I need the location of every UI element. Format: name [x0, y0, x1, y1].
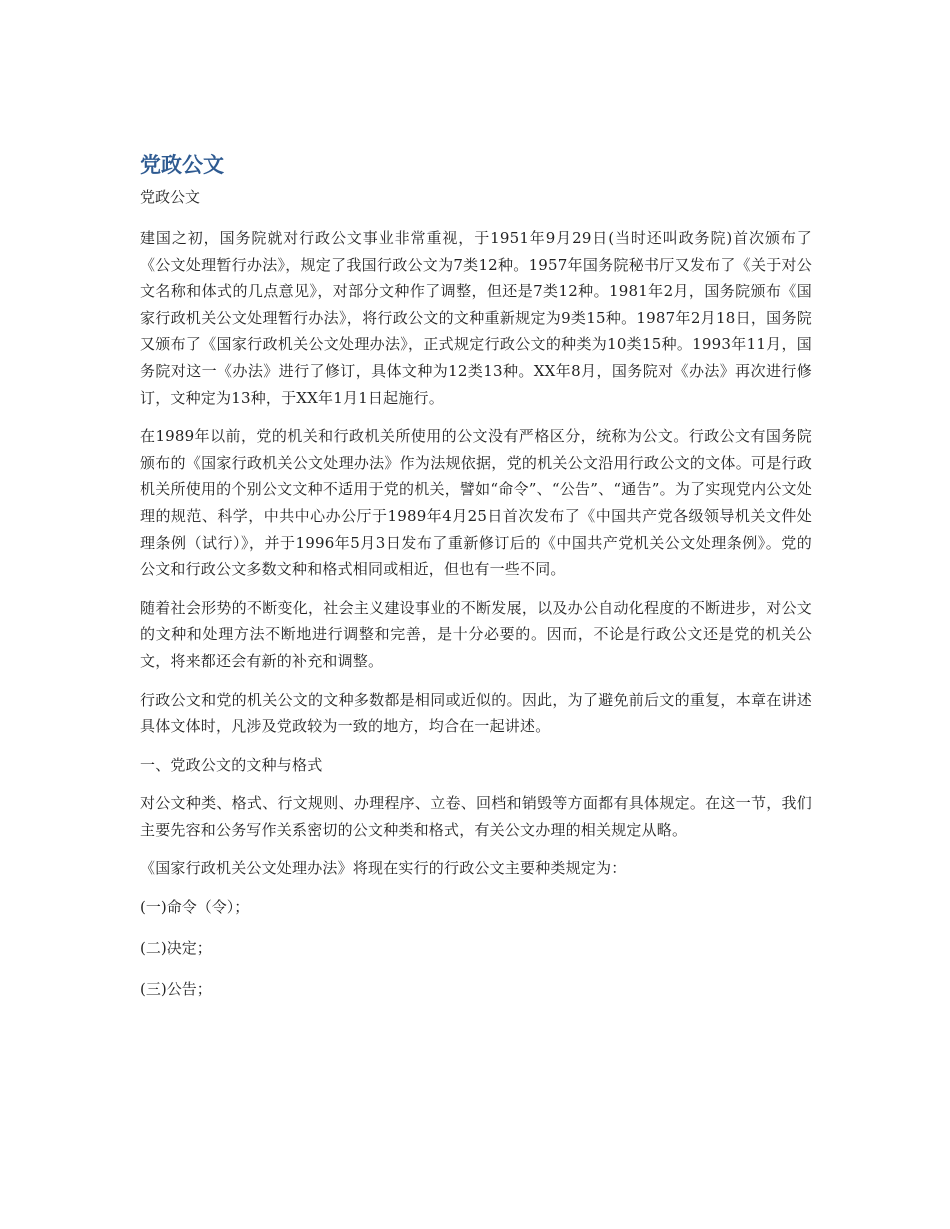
document-page: [140, 150, 812, 1017]
paragraph-similarity: 行政公文和党的机关公文的文种多数都是相同或近似的。因此，为了避免前后文的重复，本章在讲述具体文体时，凡涉及党政较为一致的地方，均合在一起讲述。: [140, 690, 812, 736]
paragraph-regulations: 对公文种类、格式、行文规则、办理程序、立卷、回档和销毁等方面都有具体规定。在这一节，我们主要先容和公务写作关系密切的公文种类和格式，有关公文办理的相关规定从略。: [140, 794, 812, 839]
document-subtitle: 党政公文: [140, 188, 201, 206]
list-item: (二)决定；: [140, 939, 212, 958]
list-item: (一)命令（令）；: [140, 898, 250, 917]
paragraph-types-intro: 《国家行政机关公文处理办法》将现在实行的行政公文主要种类规定为：: [140, 859, 627, 878]
paragraph-party-documents: 在1989年以前，党的机关和行政机关所使用的公文没有严格区分，统称为公文。行政公文有国务院颁布的《国家行政机关公文处理办法》作为法规依据，党的机关公文沿用行政公文的文体。可是行政机关所使用的个别公文文种不适用于党的机关，譬如“命令”、“公告”、“通告”。为了实现党内公文处理的规范、科学，中共中心办公厅于1989年4月25日首次发布了《中国共产党各级领导机关文件处理条例（试行）》，并于1996年5月3日发布了重新修订后的《中国共产党机关公文处理条例》。党的公文和行政公文多数文种和格式相同或相近，但也有一些不同。: [140, 427, 812, 579]
list-item: (三)公告；: [140, 980, 212, 999]
section-heading: 一、党政公文的文种与格式: [140, 755, 323, 774]
paragraph-history: 建国之初，国务院就对行政公文事业非常重视，于1951年9月29日(当时还叫政务院)首次颁布了《公文处理暂行办法》，规定了我国行政公文为7类12种。1957年国务院秘书厅又发布了《关于对公文名称和体式的几点意见》，对部分文种作了调整，但还是7类12种。1981年2月，国务院颁布《国家行政机关公文处理暂行办法》，将行政公文的文种重新规定为9类15种。1987年2月18日，国务院又颁布了《国家行政机关公文处理办法》，正式规定行政公文的种类为10类15种。1993年11月，国务院对这一《办法》进行了修订，具体文种为12类13种。XX年8月，国务院对《办法》再次进行修订，文种定为13种，于XX年1月1日起施行。: [140, 229, 812, 407]
paragraph-adjustments: 随着社会形势的不断变化，社会主义建设事业的不断发展，以及办公自动化程度的不断进步，对公文的文种和处理方法不断地进行调整和完善，是十分必要的。因而，不论是行政公文还是党的机关公文，将来都还会有新的补充和调整。: [140, 598, 812, 670]
document-title: 党政公文: [140, 153, 224, 177]
